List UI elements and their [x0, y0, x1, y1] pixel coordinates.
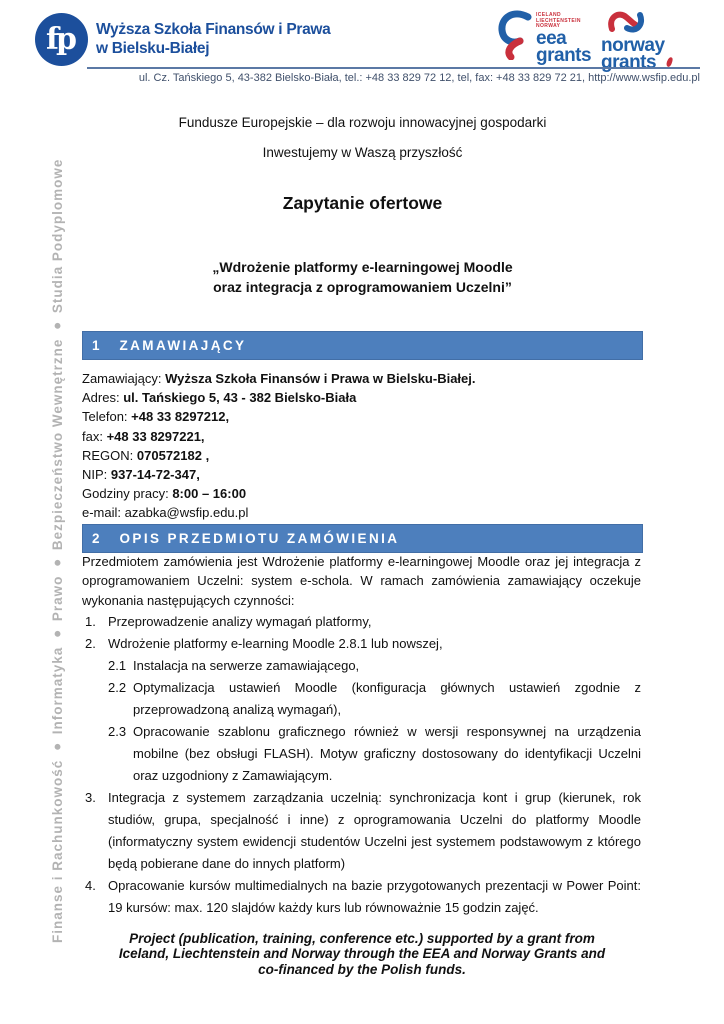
text-line: LIECHTENSTEIN: [536, 17, 581, 24]
university-logo: [35, 13, 88, 66]
university-address-line: ul. Cz. Tańskiego 5, 43-382 Bielsko-Biała, tel.: +48 33 829 72 12, tel, fax: +48 33 829 72 21, http://www.wsfip.edu.pl: [138, 72, 700, 84]
norway-grants-logo: [601, 10, 665, 71]
item-text: Integracja z systemem zarządzania uczelnią: synchronizacja kont i grup (kierunek, rok studiów, grupa, specjalność i inne) z oprogramowania Uczelni do platformy Moodle (informatyczny system ewidencji studentów Uczelni jest systemem podstawowym z którego będą pobierane dane do innych platform): [108, 790, 641, 871]
contact-row: [82, 427, 643, 446]
requirement-item: [108, 677, 641, 721]
contact-row: [82, 369, 643, 388]
field-value: +48 33 8297221,: [106, 428, 205, 444]
header-divider: [87, 67, 700, 69]
university-logo-monogram: fp: [46, 21, 74, 57]
item-text: Optymalizacja ustawień Moodle (konfiguracja głównych ustawień zgodnie z przeprowadzoną analizą wymagań),: [133, 680, 641, 717]
eu-funds-motto-line1: Fundusze Europejskie – dla rozwoju innowacyjnej gospodarki: [178, 115, 547, 130]
item-text: Opracowanie szablonu graficznego również w wersji responsywnej na urządzenia mobilne (bez obsługi FLASH). Motyw graficzny dostosowany do identyfikacji Uczelni oraz uzgodniony z Zamawiającym.: [133, 724, 641, 783]
field-label: REGON:: [82, 447, 137, 463]
eea-grants-word: grants: [536, 44, 592, 66]
item-number: 2.: [85, 636, 96, 651]
item-number: 3.: [85, 790, 96, 805]
university-name-line2: w Bielsku-Białej: [96, 40, 210, 57]
eea-grants-logo: [497, 10, 591, 64]
field-label: Zamawiający:: [82, 371, 166, 386]
field-value: azabka@wsfip.edu.pl: [124, 505, 249, 521]
field-label: Telefon:: [82, 409, 132, 425]
field-value: 8:00 – 16:00: [172, 486, 247, 502]
item-number: 2.1: [108, 658, 127, 673]
section-2-title: OPIS PRZEDMIOTU ZAMÓWIENIA: [119, 531, 400, 546]
norway-grants-text: [601, 37, 665, 71]
section-2-header: [82, 524, 643, 553]
norway-logo-tail: [665, 56, 673, 67]
item-number: 1.: [85, 614, 96, 629]
norway-swirl-icon: [605, 10, 647, 34]
item-number: 4.: [85, 878, 96, 893]
eea-swirl-icon: [497, 10, 533, 60]
document-title: Zapytanie ofertowe: [282, 193, 443, 213]
contact-row: [82, 388, 643, 407]
field-value: Wyższa Szkoła Finansów i Prawa w Bielsku-Białej.: [165, 371, 476, 386]
norway-word: norway: [601, 35, 665, 56]
section-2-number: 2: [92, 531, 101, 546]
eea-word: eea: [536, 27, 567, 49]
norway-grants-word: grants: [601, 52, 657, 73]
field-label: fax:: [82, 428, 107, 444]
requirement-item: [108, 655, 641, 677]
field-label: Godziny pracy:: [82, 486, 173, 502]
contracting-authority-details: [82, 369, 643, 523]
faculty-list-vertical-text: Finanse i Rachunkowość ● Informatyka ● Prawo ● Bezpieczeństwo Wewnętrzne ● Studia Podyplomowe: [50, 158, 65, 944]
eu-funds-motto-line2: Inwestujemy w Waszą przyszłość: [262, 145, 463, 160]
requirement-item: [82, 875, 641, 919]
order-description-paragraph: Przedmiotem zamówienia jest Wdrożenie platformy e-learningowej Moodle oraz jej integracja z oprogramowaniem Uczelni: system e-schola. W ramach zamówienia zamawiający oczekuje wykonania następujących czynności:: [82, 554, 641, 608]
contact-row: [82, 446, 643, 465]
requirement-item: [82, 787, 641, 875]
university-name-line1: Wyższa Szkoła Finansów i Prawa: [96, 21, 331, 38]
contact-row: [82, 407, 643, 426]
item-number: 2.3: [108, 724, 127, 739]
field-value: 937-14-72-347,: [110, 467, 200, 483]
university-name: [96, 20, 331, 58]
document-subtitle: [82, 257, 643, 297]
field-label: NIP:: [82, 467, 111, 483]
contact-row: [82, 484, 643, 503]
requirement-item: [82, 633, 641, 655]
contact-row: [82, 465, 643, 484]
item-text: Opracowanie kursów multimedialnych na bazie przygotowanych prezentacji w Power Point: 19 kursów: max. 120 slajdów każdy kurs lub równoważnie 15 godzin zajęć.: [108, 878, 641, 915]
section-1-header: [82, 331, 643, 360]
section-1-number: 1: [92, 338, 101, 353]
text-line: Iceland, Liechtenstein and Norway through the EEA and Norway Grants and: [118, 946, 606, 962]
item-text: Przeprowadzenie analizy wymagań platformy,: [108, 614, 372, 629]
section-1-title: ZAMAWIAJĄCY: [119, 338, 247, 353]
grants-footer-note: [62, 931, 662, 977]
requirements-list: [82, 611, 641, 919]
text-line: Project (publication, training, conference etc.) supported by a grant from: [129, 931, 595, 946]
eea-grants-text: [536, 10, 591, 64]
text-line: NORWAY: [536, 23, 561, 29]
text-line: ICELAND: [536, 12, 562, 18]
requirement-item: [82, 611, 641, 633]
item-text: Instalacja na serwerze zamawiającego,: [133, 658, 360, 673]
item-number: 2.2: [108, 680, 127, 695]
field-value: ul. Tańskiego 5, 43 - 382 Bielsko-Biała: [123, 390, 357, 406]
text-line: „Wdrożenie platformy e-learningowej Moodle: [212, 259, 513, 275]
field-value: +48 33 8297212,: [131, 409, 230, 425]
text-line: co-financed by the Polish funds.: [258, 961, 466, 977]
requirement-item: [108, 721, 641, 787]
text-line: oraz integracja z oprogramowaniem Uczelni”: [213, 279, 512, 295]
field-label: e-mail:: [82, 505, 125, 521]
field-label: Adres:: [82, 390, 124, 406]
item-text: Wdrożenie platformy e-learning Moodle 2.8.1 lub nowszej,: [108, 636, 443, 651]
field-value: 070572182 ,: [136, 447, 210, 463]
contact-row: [82, 503, 643, 522]
